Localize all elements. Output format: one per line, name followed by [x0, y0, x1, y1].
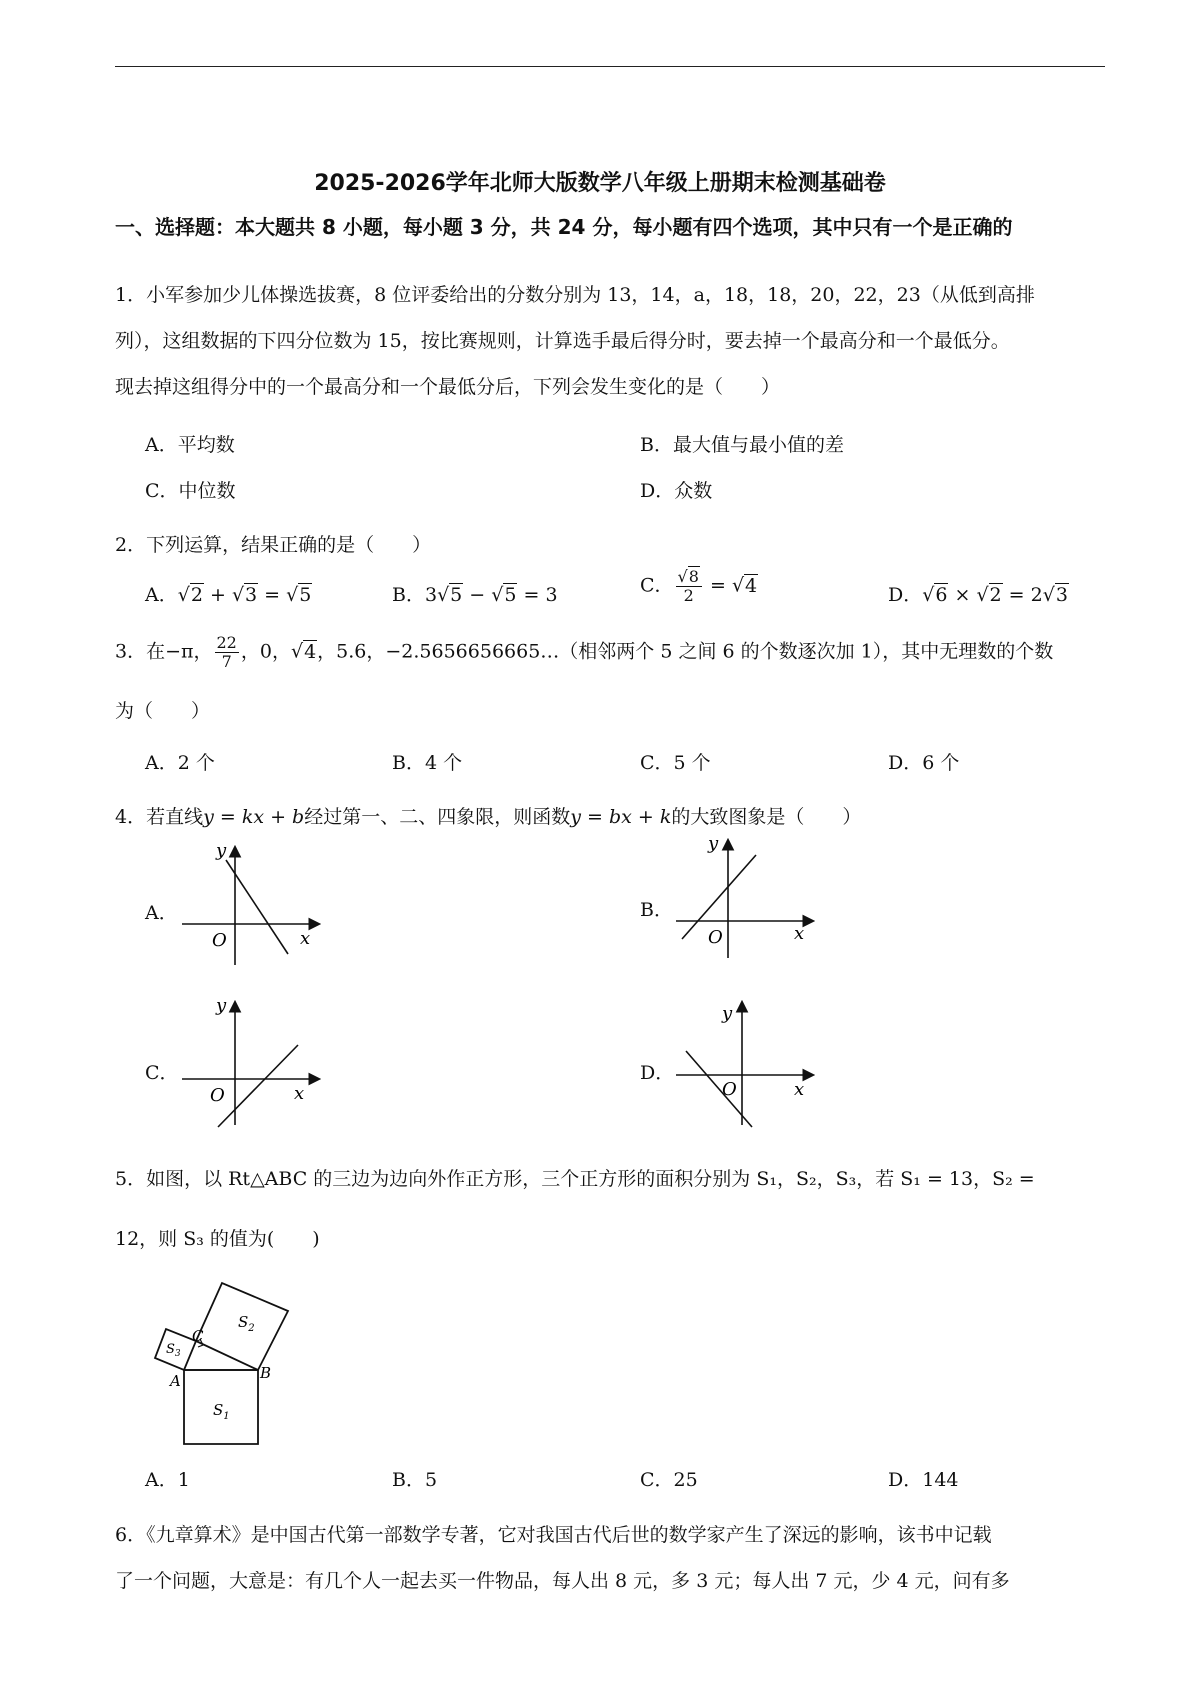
origin-label: O: [722, 1079, 737, 1100]
q1-option-a: A．平均数: [145, 434, 235, 456]
y-label: y: [722, 1003, 733, 1024]
y-label: y: [216, 995, 227, 1016]
origin-label: O: [210, 1085, 225, 1106]
q4-option-d-label: D．: [640, 1062, 675, 1084]
q4-option-c-label: C．: [145, 1062, 179, 1084]
q6-line1: 6．《九章算术》是中国古代第一部数学专著，它对我国古代后世的数学家产生了深远的影响，该书中记载: [115, 1524, 992, 1546]
q2-option-a: A．√2 + √3 = √5: [145, 584, 312, 606]
q5-option-b: B．5: [392, 1469, 438, 1491]
q4-stem: 4．若直线y = kx + b经过第一、二、四象限，则函数y = bx + k的大致图象是（ ）: [115, 806, 862, 828]
q3-line1: 3．在−π， $\frac{22}{7}$ ，0，√4，5.6，−2.5656656665…（相邻两个 5 之间 6 的个数逐次加 1），其中无理数的个数: [115, 633, 1054, 671]
q1-line3: 现去掉这组得分中的一个最高分和一个最低分后，下列会发生变化的是（ ）: [115, 376, 781, 398]
s2-label: $S_2$: [238, 1313, 255, 1334]
q4-graph-d: [672, 995, 832, 1130]
q1-option-b: B．最大值与最小值的差: [640, 434, 844, 456]
y-label: y: [216, 840, 227, 861]
vertex-c-label: C: [192, 1327, 204, 1345]
q3-option-c: C．5 个: [640, 752, 711, 774]
q2-option-c: C． $\frac{√8}{2}$ = √4: [640, 567, 758, 605]
q3-line2: 为（ ）: [115, 700, 211, 722]
q4-graph-c: [178, 995, 338, 1130]
origin-label: O: [212, 930, 227, 951]
q4-graph-a: [178, 840, 338, 970]
section-heading: 一、选择题：本大题共 8 小题，每小题 3 分，共 24 分，每小题有四个选项，其中只有一个是正确的: [115, 215, 1013, 239]
q6-line2: 了一个问题，大意是：有几个人一起去买一件物品，每人出 8 元，多 3 元；每人出 7 元，少 4 元，问有多: [115, 1570, 1010, 1592]
s1-label: $S_1$: [213, 1401, 230, 1422]
graph-line: [218, 1045, 298, 1127]
q5-line1: 5．如图，以 Rt△ABC 的三边为边向外作正方形，三个正方形的面积分别为 S₁，S₂，S₃，若 S₁ = 13，S₂ =: [115, 1168, 1035, 1190]
q1-option-d: D．众数: [640, 480, 713, 502]
header-rule: [115, 66, 1105, 67]
vertex-b-label: B: [260, 1364, 272, 1382]
q5-option-a: A．1: [145, 1469, 190, 1491]
q3-option-d: D．6 个: [888, 752, 960, 774]
q2-option-b: B．3√5 − √5 = 3: [392, 584, 558, 606]
q3-option-b: B．4 个: [392, 752, 463, 774]
q1-line2: 列），这组数据的下四分位数为 15，按比赛规则，计算选手最后得分时，要去掉一个最高分和一个最低分。: [115, 330, 1010, 352]
q5-line2: 12，则 S₃ 的值为( ): [115, 1228, 320, 1250]
q5-figure: [140, 1275, 310, 1445]
x-label: x: [300, 928, 311, 949]
q4-graph-b: [672, 833, 832, 963]
x-label: x: [794, 1079, 805, 1100]
y-label: y: [708, 833, 719, 854]
page-title: 2025-2026学年北师大版数学八年级上册期末检测基础卷: [314, 171, 886, 196]
s3-label: $S_3$: [166, 1342, 181, 1359]
q3-option-a: A．2 个: [145, 752, 215, 774]
q4-option-b-label: B．: [640, 899, 673, 921]
origin-label: O: [708, 927, 723, 948]
q4-option-a-label: A．: [145, 902, 178, 924]
q2-option-d: D．√6 × √2 = 2√3: [888, 584, 1068, 606]
q1-line1: 1．小军参加少儿体操选拔赛，8 位评委给出的分数分别为 13，14，a，18，18，20，22，23（从低到高排: [115, 284, 1035, 306]
x-label: x: [294, 1083, 305, 1104]
x-label: x: [794, 923, 805, 944]
q5-option-d: D．144: [888, 1469, 959, 1491]
q5-option-c: C．25: [640, 1469, 698, 1491]
q1-option-c: C．中位数: [145, 480, 236, 502]
q2-stem: 2．下列运算，结果正确的是（ ）: [115, 534, 432, 556]
vertex-a-label: A: [170, 1372, 181, 1390]
